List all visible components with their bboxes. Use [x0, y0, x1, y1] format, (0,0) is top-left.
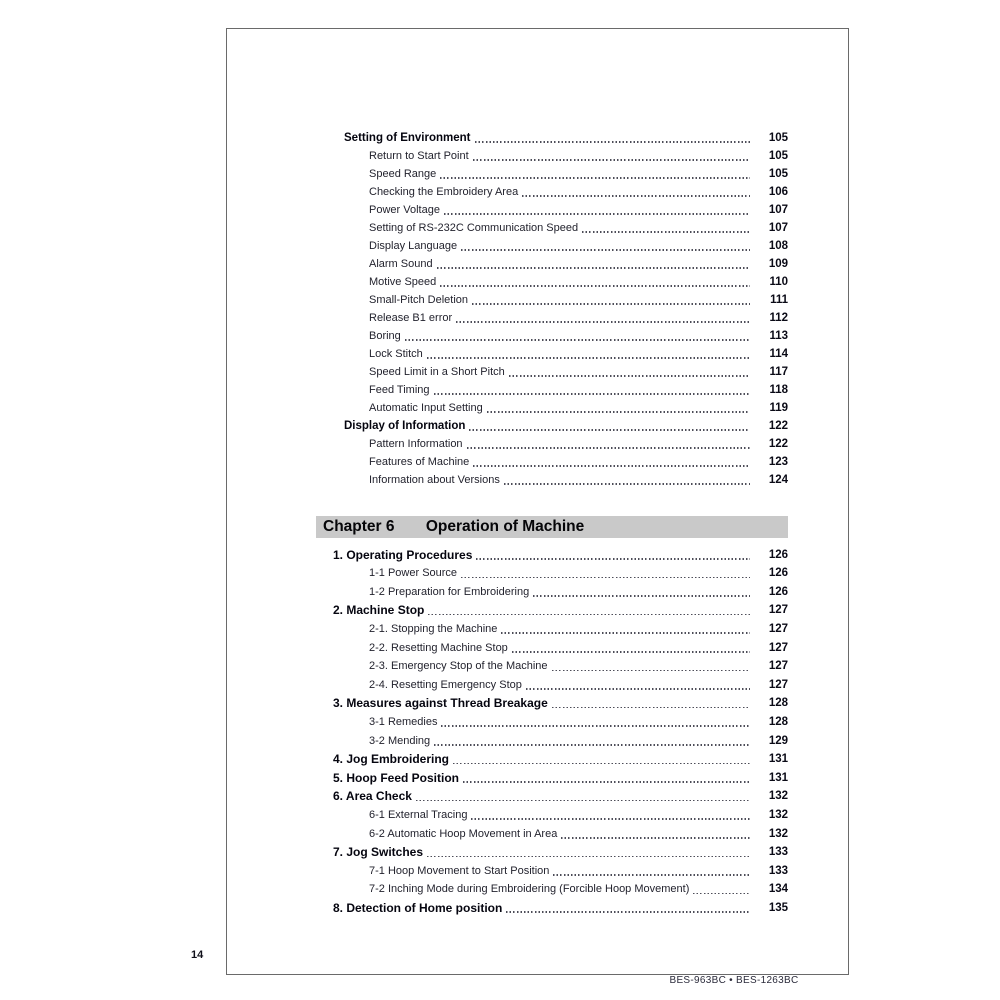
toc-entry-label: Checking the Embroidery Area [369, 186, 519, 198]
toc-entry-page: 133 [768, 864, 788, 877]
toc-entry-page: 127 [768, 622, 788, 635]
toc-entry-page: 112 [769, 312, 788, 324]
dot-leader [441, 725, 750, 727]
toc-entry [333, 786, 788, 805]
toc-entry [333, 730, 788, 749]
toc-entry-page: 113 [769, 330, 788, 342]
toc-entry-page: 114 [769, 348, 788, 360]
toc-entry [333, 398, 788, 416]
toc-entry-page: 126 [768, 585, 788, 598]
toc-entry-label: 7-1 Hoop Movement to Start Position [369, 864, 550, 877]
toc-entry [333, 380, 788, 398]
toc-entry [333, 563, 788, 582]
toc-entry-label: Speed Limit in a Short Pitch [369, 366, 505, 378]
toc-entry-page: 117 [769, 366, 788, 378]
toc-entry-page: 107 [768, 204, 788, 216]
dot-leader [552, 670, 750, 672]
dot-leader [475, 141, 751, 143]
toc-entry-page: 131 [768, 771, 788, 784]
toc-entry-label: 8. Detection of Home position [333, 900, 503, 915]
toc-entry [333, 879, 788, 898]
toc-entry-page: 111 [770, 294, 788, 306]
toc-entry [333, 860, 788, 879]
toc-entry [333, 290, 788, 308]
toc-entry [333, 326, 788, 344]
toc-entry [333, 823, 788, 842]
toc-entry-label: 6. Area Check [333, 789, 412, 804]
dot-leader [504, 483, 750, 485]
toc-entry-page: 132 [768, 808, 788, 821]
toc-entry-page: 105 [768, 168, 788, 180]
dot-leader [428, 614, 750, 616]
dot-leader [461, 577, 750, 579]
toc-entry [333, 581, 788, 600]
toc-entry [333, 711, 788, 730]
dot-leader [456, 321, 750, 323]
toc-entry-page: 132 [768, 790, 788, 803]
toc-entry [333, 182, 788, 200]
toc-entry-page: 107 [768, 222, 788, 234]
toc-entry [333, 693, 788, 712]
toc-entry-page: 122 [768, 420, 788, 432]
dot-leader [461, 249, 750, 251]
toc-entry-label: Small-Pitch Deletion [369, 294, 469, 306]
page-frame [226, 28, 849, 986]
toc-entry-page: 133 [768, 846, 788, 859]
dot-leader [437, 267, 750, 269]
toc-entry-label: Release B1 error [369, 312, 453, 324]
toc-entry [333, 637, 788, 656]
toc-entry [333, 146, 788, 164]
toc-entry [333, 236, 788, 254]
toc-entry-label: Power Voltage [369, 204, 440, 216]
toc-entry [333, 749, 788, 768]
toc-entry-page: 128 [768, 715, 788, 728]
toc-entry-page: 105 [768, 150, 788, 162]
toc-entry-label: Alarm Sound [369, 258, 433, 270]
dot-leader [440, 177, 750, 179]
toc-entry-label: 3-1 Remedies [369, 715, 438, 728]
dot-leader [427, 856, 750, 858]
toc-entry-label: 3. Measures against Thread Breakage [333, 696, 548, 711]
toc-entry-page: 127 [768, 678, 788, 691]
toc-entry-label: 7-2 Inching Mode during Embroidering (Forcible Hoop Movement) [369, 883, 690, 896]
dot-leader [471, 818, 750, 820]
toc-entry-page: 127 [768, 604, 788, 617]
toc-entry [333, 804, 788, 823]
toc-entry-label: 2-1. Stopping the Machine [369, 622, 498, 635]
toc-entry [333, 128, 788, 146]
toc-entry [333, 200, 788, 218]
dot-leader [416, 800, 750, 802]
page-number: 14 [191, 949, 204, 961]
toc-entry-page: 128 [768, 697, 788, 710]
dot-leader [467, 447, 750, 449]
dot-leader [476, 558, 750, 560]
toc-entry-label: 2-3. Emergency Stop of the Machine [369, 660, 548, 673]
toc-entry-page: 135 [768, 901, 788, 914]
toc-entry-label: Setting of Environment [344, 132, 471, 144]
dot-leader [444, 213, 750, 215]
toc-entry-label: Pattern Information [369, 438, 463, 450]
dot-leader [582, 231, 750, 233]
dot-leader [453, 763, 750, 765]
toc-entry-label: Boring [369, 330, 401, 342]
toc-entry-label: 1-1 Power Source [369, 567, 458, 580]
dot-leader [469, 429, 750, 431]
toc-entry [333, 470, 788, 488]
toc-entry-label: 2. Machine Stop [333, 603, 425, 618]
toc-entry-page: 106 [768, 186, 788, 198]
toc-entry-label: Speed Range [369, 168, 437, 180]
toc-entry [333, 308, 788, 326]
toc-entry-label: Display of Information [344, 420, 466, 432]
toc-entry-page: 132 [768, 827, 788, 840]
toc-entry-page: 110 [769, 276, 788, 288]
toc-entry-label: 5. Hoop Feed Position [333, 770, 460, 785]
toc-entry-page: 124 [768, 474, 788, 486]
toc-entry-label: Features of Machine [369, 456, 470, 468]
dot-leader [487, 411, 750, 413]
toc-entry-page: 119 [769, 402, 788, 414]
toc-entry-label: 6-2 Automatic Hoop Movement in Area [369, 827, 558, 840]
toc-entry-label: Lock Stitch [369, 348, 423, 360]
toc-entry [333, 452, 788, 470]
toc-entry [333, 344, 788, 362]
dot-leader [506, 911, 750, 913]
dot-leader [472, 303, 750, 305]
footer-model-name: BES-963BC • BES-1263BC [669, 975, 799, 986]
dot-leader [522, 195, 750, 197]
toc-entry-label: 1. Operating Procedures [333, 547, 473, 562]
toc-entry-label: 2-2. Resetting Machine Stop [369, 641, 508, 654]
toc-entry-label: Return to Start Point [369, 150, 469, 162]
toc-entry-label: Feed Timing [369, 384, 430, 396]
toc-entry-page: 108 [768, 240, 788, 252]
toc-chapter6-entries [333, 544, 788, 916]
dot-leader [440, 285, 750, 287]
toc-entry [333, 218, 788, 236]
toc-entry-page: 131 [768, 753, 788, 766]
toc-entry [333, 434, 788, 452]
toc-entry-page: 123 [768, 456, 788, 468]
dot-leader [434, 744, 750, 746]
dot-leader [552, 707, 750, 709]
toc-section-before-chapter [333, 128, 788, 488]
toc-entry-page: 134 [768, 883, 788, 896]
dot-leader [405, 339, 750, 341]
toc-entry-label: 7. Jog Switches [333, 845, 424, 860]
toc-entry-page: 129 [768, 734, 788, 747]
toc-entry [333, 272, 788, 290]
toc-entry [333, 842, 788, 861]
toc-entry-page: 118 [769, 384, 788, 396]
toc-entry [333, 164, 788, 182]
toc-entry-page: 127 [768, 660, 788, 673]
toc-entry [333, 254, 788, 272]
toc-entry [333, 897, 788, 916]
dot-leader [509, 375, 750, 377]
dot-leader [473, 159, 750, 161]
dot-leader [553, 874, 750, 876]
toc-entry [333, 618, 788, 637]
toc-entry-page: 122 [768, 438, 788, 450]
toc-entry-page: 126 [768, 548, 788, 561]
dot-leader [512, 651, 750, 653]
dot-leader [693, 893, 750, 895]
toc-entry-label: Motive Speed [369, 276, 437, 288]
toc-entry-label: Display Language [369, 240, 458, 252]
toc-entry [333, 362, 788, 380]
toc-entry-page: 109 [768, 258, 788, 270]
chapter-label: Chapter 6 [323, 518, 395, 535]
toc-entry-page: 105 [768, 132, 788, 144]
dot-leader [561, 837, 750, 839]
toc-entry [333, 767, 788, 786]
toc-entry-page: 127 [768, 641, 788, 654]
toc-entry [333, 674, 788, 693]
chapter-heading [316, 516, 788, 538]
dot-leader [473, 465, 750, 467]
toc-entry-label: 6-1 External Tracing [369, 808, 468, 821]
toc-entry [333, 544, 788, 563]
toc-entry-label: 4. Jog Embroidering [333, 752, 450, 767]
dot-leader [526, 688, 750, 690]
chapter-title: Operation of Machine [425, 518, 585, 535]
toc-entry-label: Automatic Input Setting [369, 402, 483, 414]
toc-entry [333, 656, 788, 675]
dot-leader [434, 393, 750, 395]
dot-leader [533, 595, 750, 597]
toc-entry [333, 416, 788, 434]
toc-entry-label: 1-2 Preparation for Embroidering [369, 585, 530, 598]
dot-leader [427, 357, 750, 359]
toc-entry-label: Information about Versions [369, 474, 500, 486]
dot-leader [463, 781, 750, 783]
dot-leader [501, 632, 750, 634]
toc-entry-label: Setting of RS-232C Communication Speed [369, 222, 579, 234]
toc-entry-label: 2-4. Resetting Emergency Stop [369, 678, 522, 691]
toc-entry-label: 3-2 Mending [369, 734, 431, 747]
toc-entry-page: 126 [768, 567, 788, 580]
toc-entry [333, 600, 788, 619]
